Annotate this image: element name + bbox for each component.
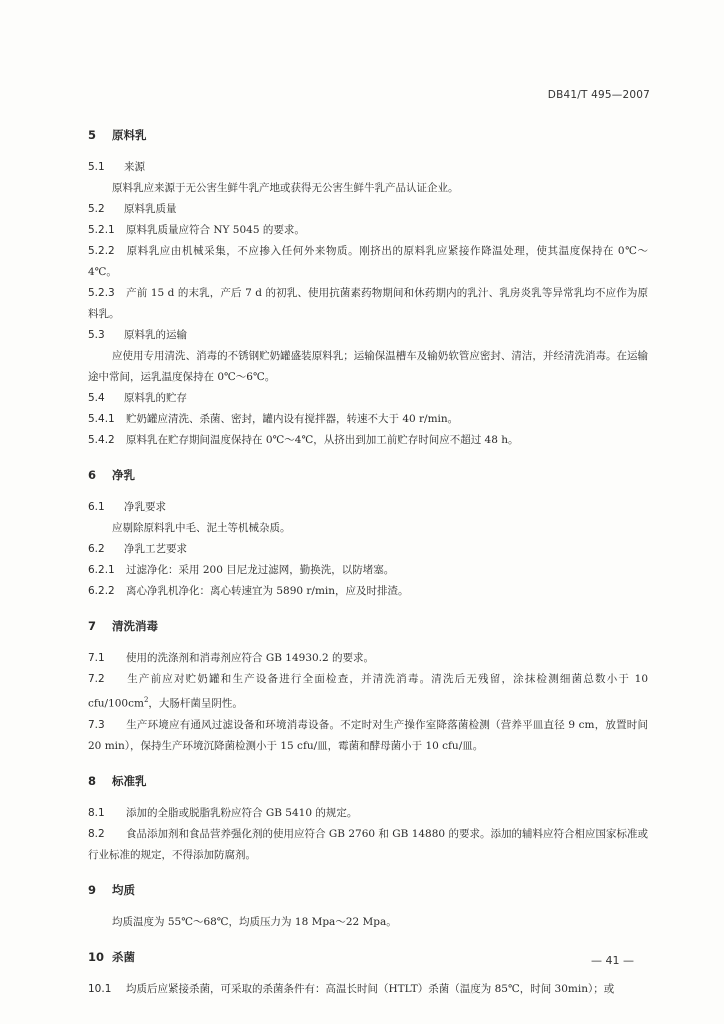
paragraph: 均质温度为 55℃～68℃，均质压力为 18 Mpa～22 Mpa。 — [112, 915, 397, 928]
clause-text: 原料乳质量应符合 NY 5045 的要求。 — [126, 224, 305, 236]
subsection-heading — [88, 539, 648, 560]
clause-title: 来源 — [124, 161, 145, 173]
section-heading — [88, 770, 648, 792]
clause-text: 生产前应对贮奶罐和生产设备进行全面检查，并清洗消毒。清洗后无残留，涂抹检测细菌总数小于 10 cfu/100cm — [88, 673, 648, 710]
paragraph — [88, 824, 648, 866]
section-number: 10 — [88, 949, 105, 964]
clause-number: 6.2.2 — [88, 585, 115, 597]
clause-text: 贮奶罐应清洗、杀菌、密封，罐内设有搅拌器，转速不大于 40 r/min。 — [126, 413, 459, 425]
subsection-heading — [88, 497, 648, 518]
clause-text: 过滤净化：采用 200 目尼龙过滤网，勤换洗，以防堵塞。 — [126, 564, 395, 576]
paragraph — [88, 220, 648, 241]
clause-number: 10.1 — [88, 982, 112, 995]
clause-number: 5.2 — [88, 203, 105, 215]
section-title: 净乳 — [112, 468, 136, 482]
paragraph — [88, 803, 648, 824]
section-title: 均质 — [112, 882, 136, 897]
clause-number: 5.2.1 — [88, 224, 115, 236]
paragraph — [88, 979, 648, 1000]
clause-number: 6.2.1 — [88, 564, 115, 576]
subsection-heading — [88, 199, 648, 220]
paragraph — [88, 409, 648, 430]
clause-text: ，大肠杆菌呈阴性。 — [148, 697, 243, 710]
paragraph — [88, 560, 648, 581]
clause-number: 8.1 — [88, 806, 105, 819]
clause-number: 5.4 — [88, 392, 105, 404]
clause-number: 5.4.1 — [88, 413, 115, 425]
clause-text: 原料乳在贮存期间温度保持在 0℃～4℃，从挤出到加工前贮存时间应不超过 48 h。 — [126, 434, 519, 446]
page-number: — 41 — — [591, 954, 634, 967]
section-number: 8 — [88, 773, 97, 788]
section-heading — [88, 124, 648, 146]
paragraph — [88, 430, 648, 451]
paragraph — [88, 669, 648, 715]
superscript: 2 — [143, 696, 149, 704]
paragraph: 原料乳应来源于无公害生鲜牛乳产地或获得无公害生鲜牛乳产品认证企业。 — [112, 182, 459, 194]
section-heading — [88, 879, 648, 901]
clause-title: 原料乳的运输 — [124, 329, 187, 341]
paragraph — [88, 715, 648, 757]
subsection-heading — [88, 157, 648, 178]
clause-title: 净乳工艺要求 — [124, 543, 187, 555]
clause-text: 原料乳应由机械采集，不应掺入任何外来物质。刚挤出的原料乳应紧接作降温处理，使其温度保持在 0℃～4℃。 — [88, 245, 648, 278]
page-content — [88, 124, 648, 1000]
paragraph — [88, 241, 648, 283]
clause-number: 5.3 — [88, 329, 105, 341]
clause-number: 5.4.2 — [88, 434, 115, 446]
section-number: 6 — [88, 468, 97, 482]
section-number: 5 — [88, 128, 97, 142]
section-title: 杀菌 — [112, 949, 136, 964]
section-number: 9 — [88, 882, 97, 897]
clause-number: 7.1 — [88, 652, 105, 664]
clause-number: 6.2 — [88, 543, 105, 555]
subsection-heading — [88, 325, 648, 346]
clause-number: 7.3 — [88, 718, 105, 731]
clause-number: 5.2.2 — [88, 245, 115, 257]
section-heading — [88, 615, 648, 637]
section-heading — [88, 464, 648, 486]
paragraph: 应使用专用清洗、消毒的不锈钢贮奶罐盛装原料乳；运输保温槽车及输奶软管应密封、清洁，并经清洗消毒。在运输途中常间，运乳温度保持在 0℃～6℃。 — [88, 350, 648, 383]
clause-text: 离心净乳机净化：离心转速宜为 5890 r/min，应及时排渣。 — [126, 585, 409, 597]
subsection-heading — [88, 388, 648, 409]
clause-title: 原料乳的贮存 — [124, 392, 187, 404]
clause-number: 5.2.3 — [88, 287, 115, 299]
clause-number: 7.2 — [88, 673, 105, 685]
clause-text: 生产环境应有通风过滤设备和环境消毒设备。不定时对生产操作室降落菌检测（营养平皿直径 9 cm，放置时间 20 min），保持生产环境沉降菌检测小于 15 cfu/皿，霉菌和酵母菌小于 10 cfu/皿。 — [88, 718, 648, 752]
standard-code: DB41/T 495—2007 — [547, 89, 650, 101]
paragraph — [88, 648, 648, 669]
clause-title: 净乳要求 — [124, 501, 166, 513]
clause-text: 均质后应紧接杀菌，可采取的杀菌条件有：高温长时间（HTLT）杀菌（温度为 85℃，时间 30min）；或 — [126, 982, 615, 995]
section-title: 清洗消毒 — [112, 619, 159, 633]
section-title: 标准乳 — [112, 773, 147, 788]
paragraph: 应剔除原料乳中毛、泥土等机械杂质。 — [112, 522, 291, 534]
paragraph — [88, 283, 648, 325]
clause-number: 5.1 — [88, 161, 105, 173]
section-title: 原料乳 — [112, 128, 147, 142]
section-number: 7 — [88, 619, 97, 633]
clause-text: 食品添加剂和食品营养强化剂的使用应符合 GB 2760 和 GB 14880 的要求。添加的辅料应符合相应国家标准或行业标准的规定，不得添加防腐剂。 — [88, 827, 648, 861]
clause-text: 添加的全脂或脱脂乳粉应符合 GB 5410 的规定。 — [126, 806, 358, 819]
clause-text: 使用的洗涤剂和消毒剂应符合 GB 14930.2 的要求。 — [126, 652, 375, 664]
clause-number: 6.1 — [88, 501, 105, 513]
clause-number: 8.2 — [88, 827, 105, 840]
paragraph — [88, 581, 648, 602]
clause-text: 产前 15 d 的末乳，产后 7 d 的初乳、使用抗菌素药物期间和休药期内的乳汁、乳房炎乳等异常乳均不应作为原料乳。 — [88, 287, 648, 320]
section-heading — [88, 946, 648, 968]
clause-title: 原料乳质量 — [124, 203, 177, 215]
